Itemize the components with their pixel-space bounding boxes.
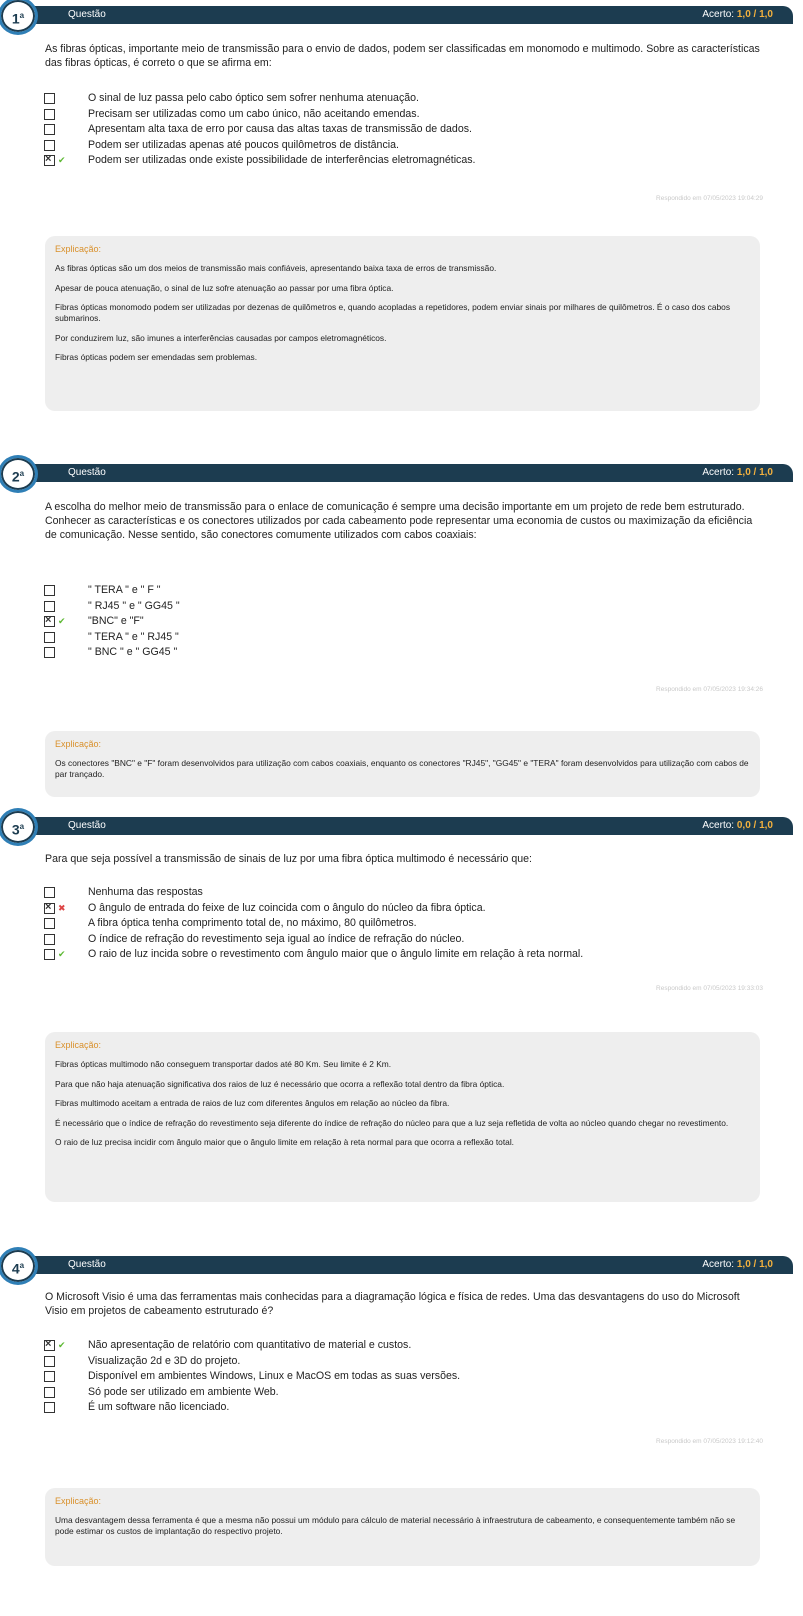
checkbox[interactable] (44, 1402, 55, 1413)
cross-icon: ✖ (58, 902, 66, 913)
answered-timestamp: Respondido em 07/05/2023 19:04:29 (656, 195, 763, 202)
option-item[interactable]: Apresentam alta taxa de erro por causa das altas taxas de transmissão de dados. (42, 122, 772, 138)
checkmark-icon: ✔ (58, 616, 66, 626)
question-number-badge: 1$^a$ (0, 0, 38, 35)
checkbox[interactable] (44, 1387, 55, 1398)
checkbox[interactable] (44, 124, 55, 135)
checkbox[interactable] (44, 93, 55, 104)
option-item[interactable]: Podem ser utilizadas apenas até poucos quilômetros de distância. (42, 138, 772, 154)
question-number-badge: 3$^a$ (0, 808, 38, 846)
checkbox[interactable] (44, 155, 55, 166)
explanation-box (45, 1032, 760, 1202)
score-display: Acerto: 1,0 / 1,0 (702, 1259, 773, 1270)
score-display: Acerto: 0,0 / 1,0 (702, 820, 773, 831)
checkmark-icon: ✔ (58, 1340, 66, 1350)
option-item[interactable]: " RJ45 " e " GG45 " (42, 599, 772, 615)
explanation-text: Fibras ópticas monomodo podem ser utilizadas por dezenas de quilômetros e, quando acopladas a repetidores, podem enviar sinais por milhares de quilômetros. É o caso dos cabos submarinos. (55, 302, 731, 323)
explanation-text: Por conduzirem luz, são imunes a interferências causadas por campos eletromagnéticos. (55, 332, 387, 343)
question-statement: O Microsoft Visio é uma das ferramentas mais conhecidas para a diagramação lógica e física de redes. Uma das desvantagens do uso do Microsoft Visio em projetos de cabeamento estruturado é? (45, 1291, 740, 1317)
explanation-text: Para que não haja atenuação significativa dos raios de luz é necessário que ocorra a reflexão total dentro da fibra óptica. (55, 1078, 505, 1089)
checkbox[interactable] (44, 585, 55, 596)
option-item[interactable]: Nenhuma das respostas (42, 885, 772, 901)
checkbox[interactable] (44, 1340, 55, 1351)
checkbox[interactable] (44, 109, 55, 120)
question-header (10, 6, 793, 27)
question-number-badge: 2$^a$ (0, 455, 38, 493)
explanation-text: O raio de luz precisa incidir com ângulo maior que o ângulo limite em relação à reta normal para que ocorra a reflexão total. (55, 1137, 515, 1147)
question-statement: As fibras ópticas, importante meio de transmissão para o envio de dados, podem ser classificadas em monomodo e multimodo. Sobre as características das fibras ópticas, é correto o que se afirma em: (45, 43, 760, 69)
checkbox[interactable] (44, 934, 55, 945)
explanation-title: Explicação: (55, 739, 102, 749)
option-item[interactable]: É um software não licenciado. (42, 1400, 772, 1416)
option-item[interactable]: " BNC " e " GG45 " (42, 645, 772, 661)
question-label: Questão (68, 1259, 106, 1270)
question-number-badge: 4$^a$ (0, 1247, 38, 1285)
checkbox[interactable] (44, 918, 55, 929)
checkbox[interactable] (44, 601, 55, 612)
explanation-box (45, 731, 760, 797)
checkbox[interactable] (44, 903, 55, 914)
option-item[interactable]: × ✔ Podem ser utilizadas onde existe possibilidade de interferências eletromagnéticas. (42, 153, 772, 169)
option-item[interactable]: Visualização 2d e 3D do projeto. (42, 1354, 772, 1370)
checkbox[interactable] (44, 616, 55, 627)
answered-timestamp: Respondido em 07/05/2023 19:34:26 (656, 686, 763, 693)
option-item[interactable]: × ✔ Não apresentação de relatório com quantitativo de material e custos. (42, 1338, 772, 1354)
options-list (42, 91, 772, 169)
checkbox[interactable] (44, 647, 55, 658)
checkbox[interactable] (44, 887, 55, 898)
options-list (42, 1338, 772, 1416)
score-display: Acerto: 1,0 / 1,0 (702, 467, 773, 478)
option-item[interactable]: Precisam ser utilizadas como um cabo único, não aceitando emendas. (42, 107, 772, 123)
options-list (42, 885, 772, 963)
explanation-title: Explicação: (55, 1496, 102, 1506)
question-statement: A escolha do melhor meio de transmissão para o enlace de comunicação é sempre uma decisão importante em um projeto de rede bem estruturado. Conhecer as características e os conectores utilizados por cada cabeamento pode representar uma economia de custos ou maximização da eficiência de comunicação. Nesse sentido, são conectores comumente utilizados com cabos coaxiais: (45, 501, 753, 541)
explanation-text: Apesar de pouca atenuação, o sinal de luz sofre atenuação ao passar por uma fibra óptica. (55, 282, 394, 293)
question-header (10, 464, 793, 485)
option-item[interactable]: A fibra óptica tenha comprimento total de, no máximo, 80 quilômetros. (42, 916, 772, 932)
question-label: Questão (68, 467, 106, 478)
explanation-title: Explicação: (55, 244, 102, 254)
checkbox[interactable] (44, 949, 55, 960)
explanation-text: Fibras ópticas multimodo não conseguem transportar dados até 80 Km. Seu limite é 2 Km. (55, 1059, 392, 1069)
explanation-title: Explicação: (55, 1040, 102, 1050)
checkbox[interactable] (44, 1371, 55, 1382)
option-item[interactable]: × ✖ O ângulo de entrada do feixe de luz coincida com o ângulo do núcleo da fibra óptica. (42, 901, 772, 917)
checkmark-icon: ✔ (58, 949, 66, 959)
option-item[interactable]: ✔ O raio de luz incida sobre o revestimento com ângulo maior que o ângulo limite em relação à reta normal. (42, 947, 772, 963)
checkbox[interactable] (44, 140, 55, 151)
explanation-text: Fibras ópticas podem ser emendadas sem problemas. (55, 352, 258, 362)
checkmark-icon: ✔ (58, 155, 66, 165)
explanation-text: As fibras ópticas são um dos meios de transmissão mais confiáveis, apresentando baixa taxa de erros de transmissão. (55, 263, 497, 273)
options-list (42, 583, 772, 661)
option-item[interactable]: " TERA " e " F " (42, 583, 772, 599)
explanation-text: Os conectores "BNC" e "F" foram desenvolvidos para utilização com cabos coaxiais, enquanto os conectores "RJ45", "GG45" e "TERA" foram desenvolvidos para utilização com cabos de par trançado. (55, 758, 749, 779)
explanation-text: Fibras multimodo aceitam a entrada de raios de luz com diferentes ângulos em relação ao núcleo da fibra. (55, 1098, 450, 1108)
checkbox[interactable] (44, 632, 55, 643)
option-item[interactable]: Só pode ser utilizado em ambiente Web. (42, 1385, 772, 1401)
option-item[interactable]: × ✔ "BNC" e "F" (42, 614, 772, 630)
explanation-text: É necessário que o índice de refração do revestimento seja diferente do índice de refração do núcleo para que a luz seja refletida de volta ao núcleo quando chegar no revestimento. (55, 1117, 729, 1128)
explanation-box (45, 236, 760, 411)
question-label: Questão (68, 9, 106, 20)
answered-timestamp: Respondido em 07/05/2023 19:33:03 (656, 985, 763, 992)
explanation-text: Uma desvantagem dessa ferramenta é que a mesma não possui um módulo para cálculo de material necessário à infraestrutura de cabeamento, e consequentemente também não se pode estimar os custos de implantação do respectivo projeto. (55, 1515, 736, 1536)
score-display: Acerto: 1,0 / 1,0 (702, 9, 773, 20)
option-item[interactable]: Disponível em ambientes Windows, Linux e MacOS em todas as suas versões. (42, 1369, 772, 1385)
option-item[interactable]: " TERA " e " RJ45 " (42, 630, 772, 646)
explanation-box (45, 1488, 760, 1566)
answered-timestamp: Respondido em 07/05/2023 19:12:40 (656, 1438, 763, 1445)
question-label: Questão (68, 820, 106, 831)
question-statement: Para que seja possível a transmissão de sinais de luz por uma fibra óptica multimodo é necessário que: (45, 853, 532, 865)
option-item[interactable]: O sinal de luz passa pelo cabo óptico sem sofrer nenhuma atenuação. (42, 91, 772, 107)
question-header (10, 1256, 793, 1277)
option-item[interactable]: O índice de refração do revestimento seja igual ao índice de refração do núcleo. (42, 932, 772, 948)
question-header (10, 817, 793, 838)
checkbox[interactable] (44, 1356, 55, 1367)
